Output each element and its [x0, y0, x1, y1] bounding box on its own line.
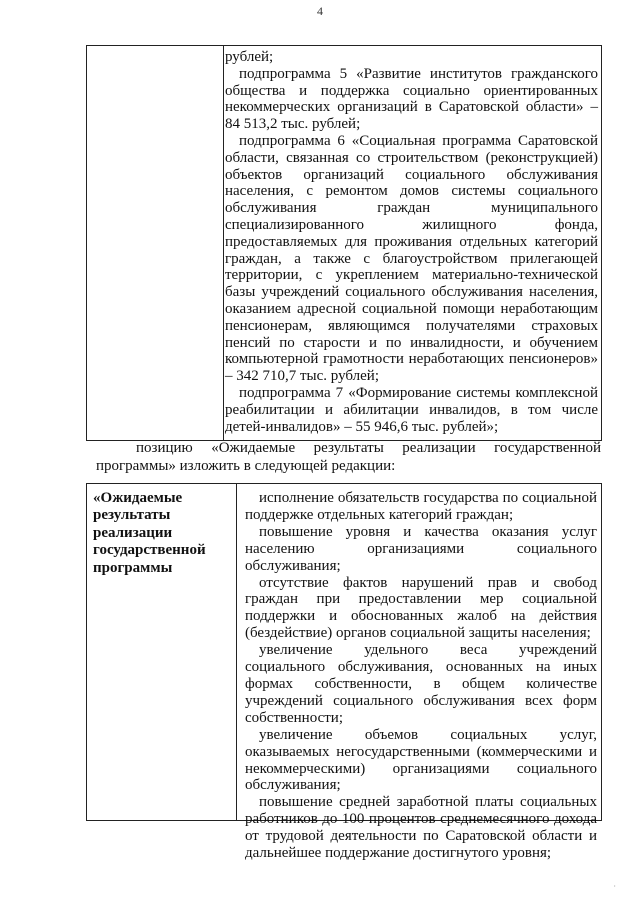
paragraph: повышение средней заработной платы социальных работников до 100 процентов среднемесячного дохода от трудовой деятельности по Саратовской области и дальнейшее поддержание достигнутого уровня; [245, 794, 597, 862]
paragraph: отсутствие фактов нарушений прав и свобод граждан при предоставлении мер социальной поддержки и обоснованных жалоб на действия (бездействие) органов социальной защиты населения; [245, 574, 597, 642]
scan-mark: · [613, 882, 616, 891]
paragraph: исполнение обязательств государства по социальной поддержке отдельных категорий граждан; [245, 490, 597, 523]
amendment-instruction: позицию «Ожидаемые результаты реализации государственной программы» изложить в следующей редакции: [96, 440, 601, 474]
paragraph: подпрограмма 6 «Социальная программа Саратовской области, связанная со строительством (реконструкцией) объектов организаций социального обслуживания населения, с ремонтом домов системы социального обслуживания граждан муниципального специализированного жилищного фонда, предоставляемых для проживания отдельных категорий граждан, а также с благоустройством прилегающей территории, с укреплением материально-технической базы учреждений социального обслуживания населения, оказанием адресной социальной помощи неработающим пенсионерам, являющимся получателями страховых пенсий по старости и по инвалидности, и обучением компьютерной грамотности неработающих пенсионеров» – 342 710,7 тыс. рублей; [225, 132, 598, 385]
expected-results-heading-cell [87, 484, 237, 820]
paragraph: увеличение объемов социальных услуг, оказываемых негосударственными (коммерческими и некоммерческими) организациями социального обслуживания; [245, 726, 597, 794]
continuation-table-content [225, 49, 598, 435]
paragraph: увеличение удельного веса учреждений социального обслуживания, основанных на иных формах собственности, в общем количестве учреждений социального обслуживания всех форм собственности; [245, 642, 597, 726]
paragraph: подпрограмма 7 «Формирование системы комплексной реабилитации и абилитации инвалидов, в том числе детей-инвалидов» – 55 946,6 тыс. рублей»; [225, 384, 598, 435]
expected-results-table [86, 483, 602, 862]
expected-results-heading: «Ожидаемые результаты реализации государственной программы [93, 490, 206, 576]
paragraph: повышение уровня и качества оказания услуг населению организациями социального обслуживания; [245, 523, 597, 574]
page-number: 4 [317, 4, 323, 18]
continuation-table-left-cell [87, 46, 224, 440]
paragraph: подпрограмма 5 «Развитие институтов гражданского общества и поддержка социально ориентированных некоммерческих организаций в Саратовской области» – 84 513,2 тыс. рублей; [225, 65, 598, 133]
expected-results-content [245, 490, 597, 862]
continuation-table [86, 45, 602, 441]
paragraph: рублей; [225, 49, 274, 65]
